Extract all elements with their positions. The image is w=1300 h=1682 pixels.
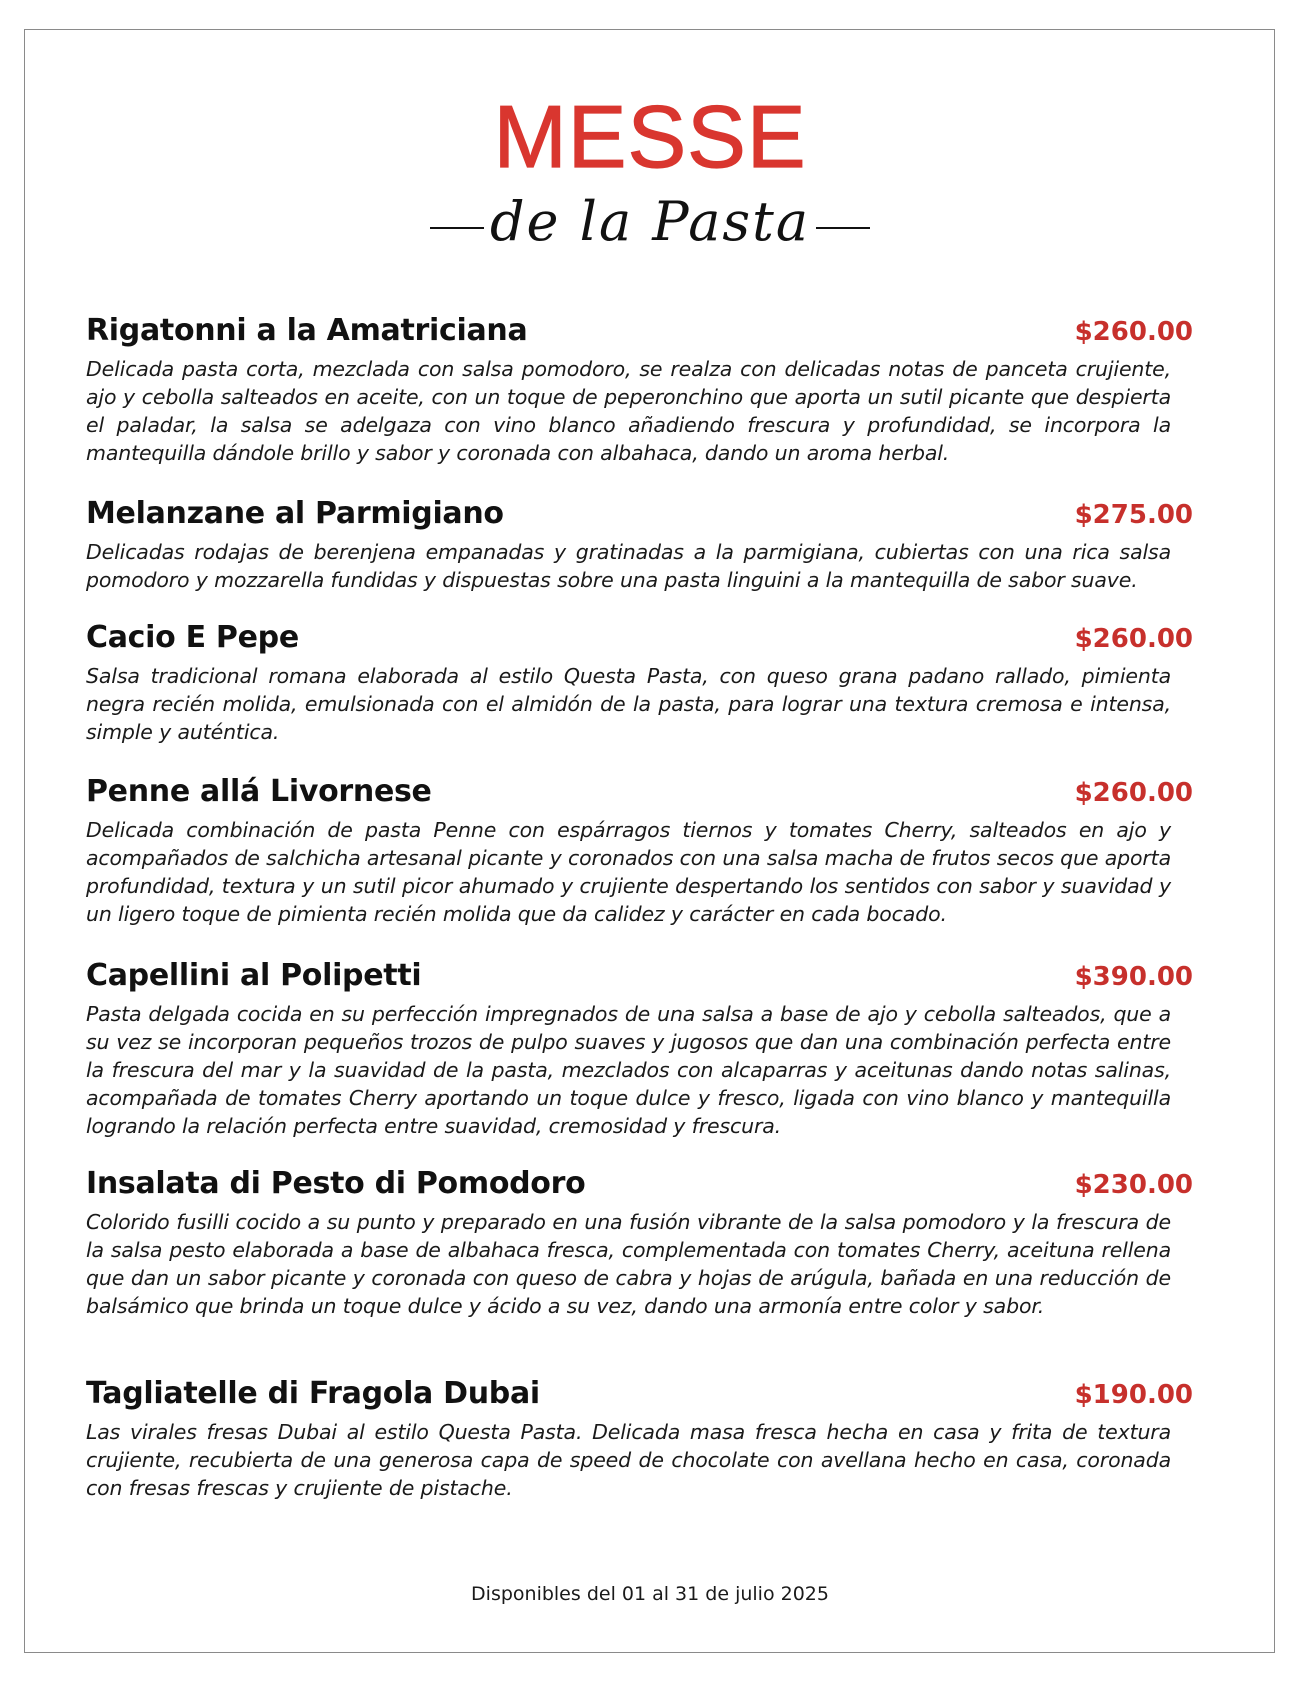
menu-item-name: Rigatonni a la Amatriciana [86, 313, 528, 348]
menu-list [86, 311, 1193, 1514]
menu-item-name: Melanzane al Parmigiano [86, 496, 504, 531]
brand-header [0, 87, 1300, 262]
menu-item-description: Salsa tradicional romana elaborada al estilo Questa Pasta, con queso grana padano rallado, pimienta negra recién molida, emulsionada con el almidón de la pasta, para lograr una textura cremosa e intensa, simple y auténtica. [86, 664, 1171, 744]
menu-item-name: Insalata di Pesto di Pomodoro [86, 1166, 586, 1201]
menu-item-header [86, 494, 1193, 538]
menu-item-header [86, 956, 1193, 1000]
menu-item-header [86, 772, 1193, 816]
menu-item-penne [86, 772, 1193, 956]
availability-note: Disponibles del 01 al 31 de julio 2025 [471, 1583, 829, 1605]
menu-item-name: Cacio E Pepe [86, 620, 299, 655]
menu-item-name: Capellini al Polipetti [86, 958, 422, 993]
brand-subtitle-row [0, 182, 1300, 262]
menu-item-melanzane [86, 494, 1193, 618]
menu-item-price: $390.00 [1074, 962, 1193, 992]
menu-item-capellini [86, 956, 1193, 1164]
brand-subtitle: de la Pasta [489, 190, 811, 253]
menu-item-header [86, 618, 1193, 662]
menu-item-cacio-e-pepe [86, 618, 1193, 772]
menu-item-header [86, 1164, 1193, 1208]
menu-item-description: Las virales fresas Dubai al estilo Questa Pasta. Delicada masa fresca hecha en casa y frita de textura crujiente, recubierta de una generosa capa de speed de chocolate con avellana hecho en casa, coronada con fresas frescas y crujiente de pistache. [86, 1420, 1171, 1500]
menu-item-name: Penne allá Livornese [86, 774, 432, 809]
menu-item-description: Delicadas rodajas de berenjena empanadas y gratinadas a la parmigiana, cubiertas con una rica salsa pomodoro y mozzarella fundidas y dispuestas sobre una pasta linguini a la mantequilla de sabor suave. [86, 540, 1171, 592]
menu-item-price: $260.00 [1074, 778, 1193, 808]
menu-item-price: $230.00 [1074, 1170, 1193, 1200]
menu-item-price: $190.00 [1074, 1380, 1193, 1410]
menu-item-insalata [86, 1164, 1193, 1374]
menu-item-header [86, 311, 1193, 355]
brand-title: MESSE [493, 87, 807, 186]
menu-item-tagliatelle [86, 1374, 1193, 1514]
menu-item-description: Delicada combinación de pasta Penne con espárragos tiernos y tomates Cherry, salteados en ajo y acompañados de salchicha artesanal picante y coronados con una salsa macha de frutos secos que aporta profundidad, textura y un sutil picor ahumado y crujiente despertando los sentidos con sabor y suavidad y un ligero toque de pimienta recién molida que da calidez y carácter en cada bocado. [86, 818, 1171, 926]
menu-item-description: Delicada pasta corta, mezclada con salsa pomodoro, se realza con delicadas notas de panceta crujiente, ajo y cebolla salteados en aceite, con un toque de peperonchino que aporta un sutil picante que despierta el paladar, la salsa se adelgaza con vino blanco añadiendo frescura y profundidad, se incorpora la mantequilla dándole brillo y sabor y coronada con albahaca, dando un aroma herbal. [86, 357, 1171, 465]
menu-item-price: $260.00 [1074, 624, 1193, 654]
menu-item-description: Colorido fusilli cocido a su punto y preparado en una fusión vibrante de la salsa pomodoro y la frescura de la salsa pesto elaborada a base de albahaca fresca, complementada con tomates Cherry, aceituna rellena que dan un sabor picante y coronada con queso de cabra y hojas de arúgula, bañada en una reducción de balsámico que brinda un toque dulce y ácido a su vez, dando una armonía entre color y sabor. [86, 1210, 1171, 1318]
menu-item-name: Tagliatelle di Fragola Dubai [86, 1376, 540, 1411]
brand-divider-right [816, 227, 870, 229]
menu-item-description: Pasta delgada cocida en su perfección impregnados de una salsa a base de ajo y cebolla salteados, que a su vez se incorporan pequeños trozos de pulpo suaves y jugosos que dan una combinación perfecta entre la frescura del mar y la suavidad de la pasta, mezclados con alcaparras y aceitunas dando notas salinas, acompañada de tomates Cherry aportando un toque dulce y fresco, ligada con vino blanco y mantequilla logrando la relación perfecta entre suavidad, cremosidad y frescura. [86, 1002, 1171, 1138]
menu-item-rigatonni [86, 311, 1193, 494]
menu-item-price: $275.00 [1074, 500, 1193, 530]
menu-item-header [86, 1374, 1193, 1418]
brand-divider-left [430, 227, 484, 229]
menu-item-price: $260.00 [1074, 317, 1193, 347]
